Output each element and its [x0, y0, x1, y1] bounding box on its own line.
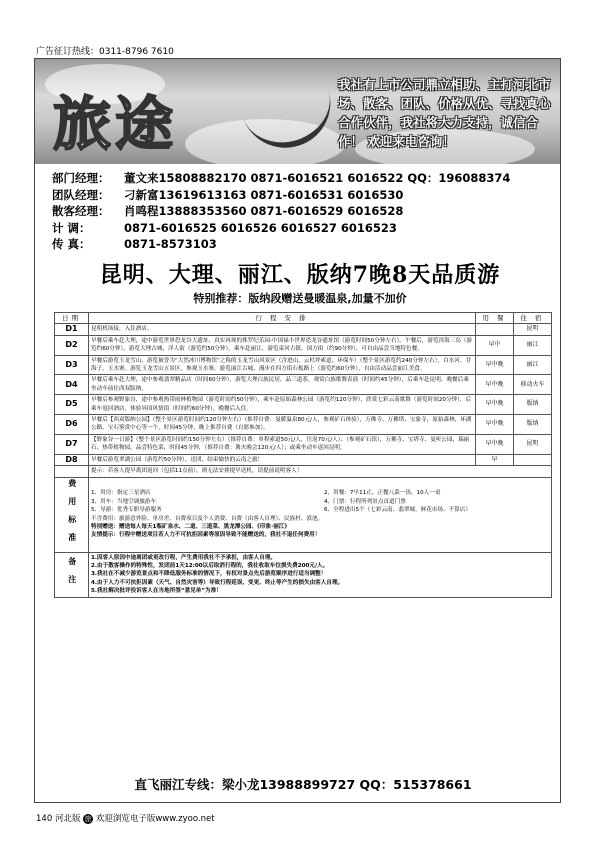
- fees-gifts: 特别赠送：赠送每人每天1瓶矿泉水、二道、三道菜、黑龙潭公园、《印象·丽江》: [91, 523, 290, 530]
- table-row: D4 早餐后乘车赴大理，途中参观翡翠精品店（时间60分钟），游览大理白族民居，品三道茶，观赏白族歌舞表演（时间约45分钟），后乘车赴昆明，晚餐后乘坐动车前往西双版纳。 早中晚 移动火车: [55, 375, 552, 395]
- fees-reminder: 友情提示：行程中赠送项目若人力不可抗拒因素等原因导致不能赠送的，我社不退任何费用！: [91, 532, 321, 539]
- table-row: D3 早餐后游览玉龙雪山，游览被誉为“大然冰川博物馆”之称的玉龙雪山风景区（含进山、云杉坪索道、环保车）（整个景区游览约240分钟左右），白水河、甘海子、玉水寨。游览玉龙雪山五景区，参观玉水寨。游览丽江古城，漫步在四方街石板路上（游览约60分钟），自由活动品尝丽江美食。 早中晚 丽江: [55, 355, 552, 375]
- table-row: D1 昆明机场接，入住酒店。 昆明: [55, 324, 552, 335]
- fee-item: 6、全程进出5个（七彩云南、翡翠城、鲜花市场、不算店）: [324, 507, 471, 514]
- fees-row: [55, 477, 552, 552]
- remark-item: 5.我社解决批评投诉客人在当地所签“意见单”为准！: [91, 588, 222, 595]
- header-date: 日期: [55, 313, 89, 324]
- contact-row: 传 真： 0871-8573103: [52, 237, 217, 251]
- banner-slogan: 我社有上市公司鼎立相助、主打河北市场、散客、团队、价格从优、寻找真心合作伙伴，我社将大力支持，诚信合作！ 欢迎来电咨询！: [338, 77, 551, 149]
- notice-row: [55, 466, 552, 477]
- direct-flight-line: 直飞丽江专线：梁小龙13988899727 QQ：515378661: [134, 777, 472, 792]
- table-header-row: [55, 313, 552, 324]
- remarks-row: [55, 552, 552, 597]
- page-number: 140: [36, 814, 53, 824]
- brand-badge-icon: 旅: [84, 814, 92, 823]
- fees-label: 费用标准: [55, 477, 89, 552]
- edition-label: 河北版: [54, 814, 81, 824]
- footer-text: 欢迎浏览电子版www.zyoo.net: [95, 814, 215, 824]
- remark-item: 2.由于散客操作的特殊性，发团前1天12:00以后取消行程的，我社收取车位损失费200元/人。: [91, 562, 329, 569]
- special-recommendation: 特别推荐：版纳段赠送曼暖温泉,加量不加价: [193, 292, 407, 305]
- banner: [35, 59, 560, 164]
- header-plan: 行 程 安 排: [89, 313, 476, 324]
- fees-excluded: 不含费用：旅游意外险、单房差、自费项目及个人消费、自费（由客人自理）、民族村、滇池。: [91, 515, 324, 522]
- table-row: D2 早餐后乘车赴大理，途中游览世界恐龙谷大遗址，真实再现的侏罗纪乐园-中国禄丰世界恐龙谷遗址馆（游览时间50分钟左右）。午餐后，游览洱海三岛（游览约60分钟），游览大理古城、洋人街（游览约50分钟）。乘车赴丽江，游览束河古镇，国方街（约90分钟），可自由品尝当地特色餐。 早中 丽江: [55, 335, 552, 355]
- contact-row: 部门经理： 董文来15808882170 0871-6016521 6016522 QQ：196088374: [52, 171, 511, 185]
- fee-item: 1、用房：指定三星酒店: [91, 490, 151, 497]
- header-meal: 用 餐: [476, 313, 514, 324]
- notice-text: 提示：若客人提早离团返回（包括11点前），则无法安排提早送机，请提前说明客人！: [89, 466, 552, 477]
- contacts: [52, 170, 552, 253]
- fee-item: 2、用餐：7早11正，正餐八菜一汤，10人一桌: [324, 490, 441, 497]
- ad-hotline: 广告征订热线：0311-8796 7610: [36, 47, 174, 57]
- remark-item: 3.我社在不减少游览景点和不降低服务标准的情况下，有权对景点先后游览顺序进行适当调整！: [91, 571, 327, 578]
- fee-item: 3、用车：当地空调旅游车: [91, 498, 157, 505]
- header-stay: 住 宿: [514, 313, 552, 324]
- table-row: D5 早餐后参观野象谷，途中参观热带雨林植物园（游览时间约50分钟），乘车赴原始森林公园（游览约120分钟），欣赏七彩云南歌舞（游览时间20分钟），后乘车返回酒店，体验异国风情街（时间约60分钟），晚餐后入住。 早中晚 版纳: [55, 395, 552, 415]
- tour-headline: 昆明、大理、丽江、版纳7晚8天品质游: [99, 262, 501, 288]
- contact-row: 团队经理： 刁新富13619613163 0871-6016531 6016530: [52, 187, 404, 202]
- table-row: D8 早餐后游览翠湖公园（游览约50分钟），送团，结束愉快的云南之旅！ 早: [55, 454, 552, 465]
- fee-item: 5、导游：优秀专职导游服务: [91, 507, 162, 514]
- fees-list: [91, 489, 549, 514]
- page-footer: [36, 812, 215, 824]
- itinerary-table: [54, 312, 552, 598]
- remark-item: 1.因客人原因中途离团或更改行程，产生费用我社不予承担，由客人自理。: [91, 554, 277, 561]
- contact-row: 计 调： 0871-6016525 6016526 6016527 6016523: [52, 220, 397, 235]
- banner-title: 旅途: [53, 90, 178, 158]
- contact-row: 散客经理： 肖鸣程13888353560 0871-6016529 6016528: [52, 204, 404, 218]
- remarks-label: 备注: [55, 552, 89, 597]
- fee-item: 4、门票：行程所列景点首道门票: [324, 498, 406, 505]
- table-row: D7 【野象谷一日游】（整个景区游览时间约150分钟左右）（推荐自费：单程索道50元/人，往返70元/人）；（参观矿石馆），万佛寺、宝塔寺、曼听公园，瑞丽石、热带植物园，品尝特色菜，时间45分钟，（推荐自费：篝火晚会120元/人）；或乘坐动车返回昆明。 早中晚 昆明: [55, 434, 552, 454]
- table-row: D6 早餐后【西双版纳公园】（整个景区游览时间约120分钟左右）（推荐自费：曼暖温泉80元/人，参观矿石体验），万佛寺、万佛塔、宝象寺，原始森林，环湖公路、宝石鉴赏中心等一个，时间45分钟，晚上推荐自费（自愿参加）。 早中晚 版纳: [55, 415, 552, 435]
- remark-item: 4.由于人力不可抗拒因素（天气、自然灾害等）导致行程延误、变更、终止等产生的损失由客人自理。: [91, 579, 344, 586]
